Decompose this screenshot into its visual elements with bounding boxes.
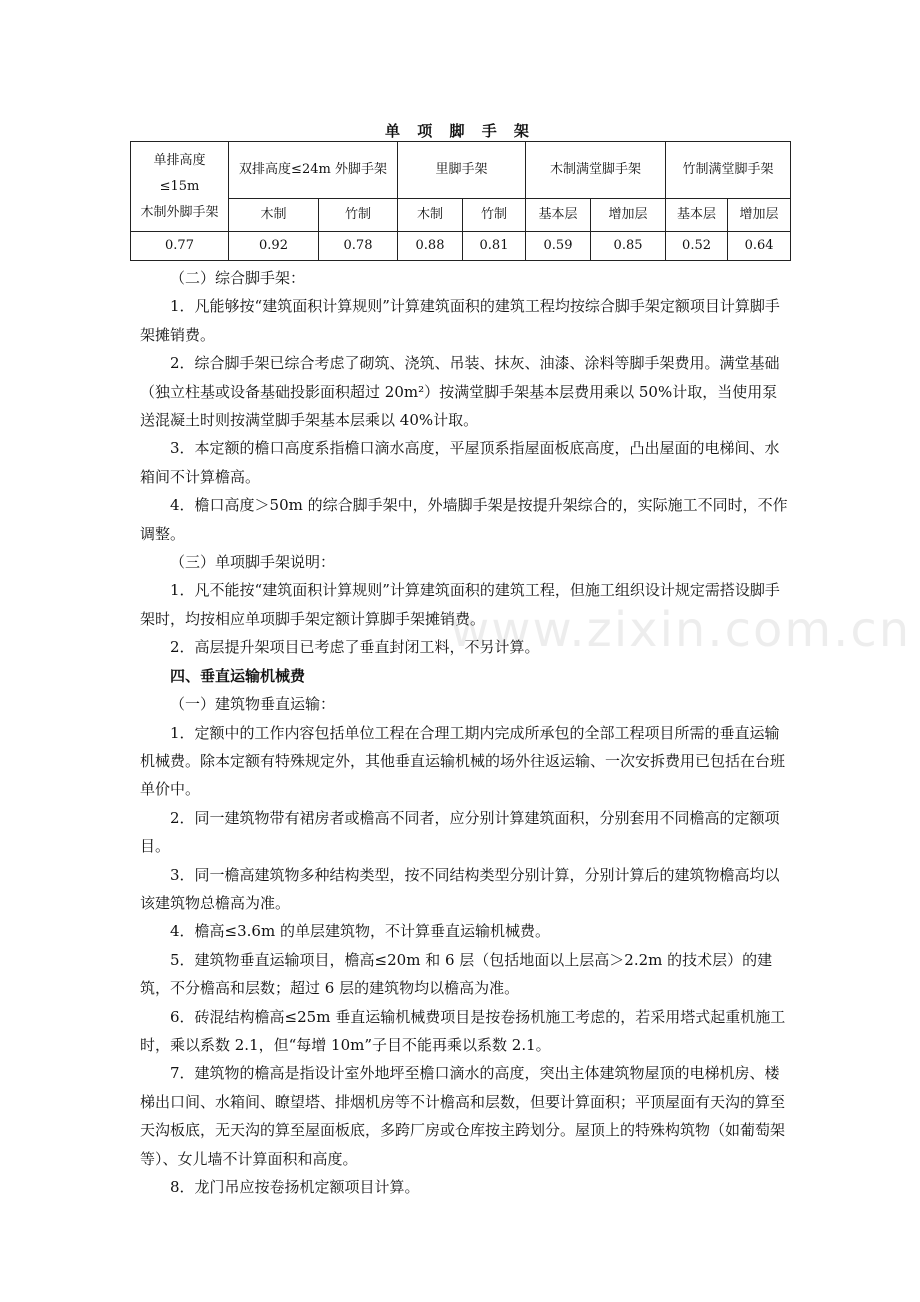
header-wood-full: 木制满堂脚手架 [526, 142, 666, 199]
paragraph: 5．建筑物垂直运输项目，檐高≤20m 和 6 层（包括地面以上层高＞2.2m 的技术层）的建筑，不分檐高和层数；超过 6 层的建筑物均以檐高为准。 [140, 950, 773, 998]
value-cell: 0.85 [591, 232, 666, 261]
section-heading: 四、垂直运输机械费 [170, 666, 306, 685]
paragraph: 4．檐高≤3.6m 的单层建筑物，不计算垂直运输机械费。 [170, 922, 550, 941]
body-text [140, 264, 790, 1201]
paragraph: 3．同一檐高建筑物多种结构类型，按不同结构类型分别计算，分别计算后的建筑物檐高均以该建筑物总檐高为准。 [140, 865, 780, 912]
header-single-row: 单排高度≤15m 木制外脚手架 [131, 142, 229, 232]
subheader-cell: 基本层 [526, 199, 591, 232]
value-cell: 0.59 [526, 232, 591, 261]
paragraph: 6．砖混结构檐高≤25m 垂直运输机械费项目是按卷扬机施工考虑的，若采用塔式起重机施工时，乘以系数 2.1，但“每增 10m”子目不能再乘以系数 2.1。 [140, 1007, 786, 1054]
paragraph: 7．建筑物的檐高是指设计室外地坪至檐口滴水的高度，突出主体建筑物屋顶的电梯机房、楼梯出口间、水箱间、瞭望塔、排烟机房等不计檐高和层数，但要计算面积；平顶屋面有天沟的算至天沟板底，无天沟的算至屋面板底，多跨厂房或仓库按主跨划分。屋顶上的特殊构筑物（如葡萄架等）、女儿墙不计算面积和高度。 [140, 1064, 786, 1168]
subheader-cell: 竹制 [319, 199, 398, 232]
value-cell: 0.64 [728, 232, 791, 261]
subheader-cell: 竹制 [463, 199, 526, 232]
subheader-cell: 基本层 [666, 199, 728, 232]
paragraph: 1．定额中的工作内容包括单位工程在合理工期内完成所承包的全部工程项目所需的垂直运输机械费。除本定额有特殊规定外，其他垂直运输机械的场外往返运输、一次安拆费用已包括在台班单价中。 [140, 723, 786, 799]
subheader-cell: 增加层 [728, 199, 791, 232]
subheader-cell: 增加层 [591, 199, 666, 232]
value-cell: 0.52 [666, 232, 728, 261]
value-cell: 0.88 [398, 232, 463, 261]
table-title: 单 项 脚 手 架 [385, 122, 535, 140]
subheader-cell: 木制 [229, 199, 319, 232]
paragraph: 4．檐口高度＞50m 的综合脚手架中，外墙脚手架是按提升架综合的，实际施工不同时，不作调整。 [140, 496, 788, 543]
paragraph: 1．凡不能按“建筑面积计算规则”计算建筑面积的建筑工程，但施工组织设计规定需搭设脚手架时，均按相应单项脚手架定额计算脚手架摊销费。 [140, 581, 780, 628]
value-cell: 0.78 [319, 232, 398, 261]
paragraph: 2．综合脚手架已综合考虑了砌筑、浇筑、吊装、抹灰、油漆、涂料等脚手架费用。满堂基础（独立柱基或设备基础投影面积超过 20m²）按满堂脚手架基本层费用乘以 50%计取，当使用泵送混凝土时则按满堂脚手架基本层乘以 40%计取。 [140, 354, 780, 430]
subheader-cell: 木制 [398, 199, 463, 232]
paragraph: 2．同一建筑物带有裙房者或檐高不同者，应分别计算建筑面积，分别套用不同檐高的定额项目。 [140, 808, 780, 856]
paragraph: （一）建筑物垂直运输： [170, 695, 336, 714]
paragraph: 3．本定额的檐口高度系指檐口滴水高度，平屋顶系指屋面板底高度，凸出屋面的电梯间、水箱间不计算檐高。 [140, 439, 780, 486]
paragraph: 1．凡能够按“建筑面积计算规则”计算建筑面积的建筑工程均按综合脚手架定额项目计算脚手架摊销费。 [140, 297, 780, 344]
value-cell: 0.92 [229, 232, 319, 261]
paragraph: 2．高层提升架项目已考虑了垂直封闭工料，不另计算。 [170, 638, 540, 657]
paragraph: 8．龙门吊应按卷扬机定额项目计算。 [170, 1178, 420, 1196]
header-double-row: 双排高度≤24m 外脚手架 [229, 142, 398, 199]
paragraph: （二）综合脚手架： [170, 269, 306, 287]
scaffold-table [130, 141, 791, 261]
header-inner: 里脚手架 [398, 142, 526, 199]
value-cell: 0.81 [463, 232, 526, 261]
value-cell: 0.77 [131, 232, 229, 261]
watermark: www.zixin.com.cn [450, 602, 912, 658]
paragraph: （三）单项脚手架说明： [170, 553, 336, 572]
header-bamboo-full: 竹制满堂脚手架 [666, 142, 791, 199]
